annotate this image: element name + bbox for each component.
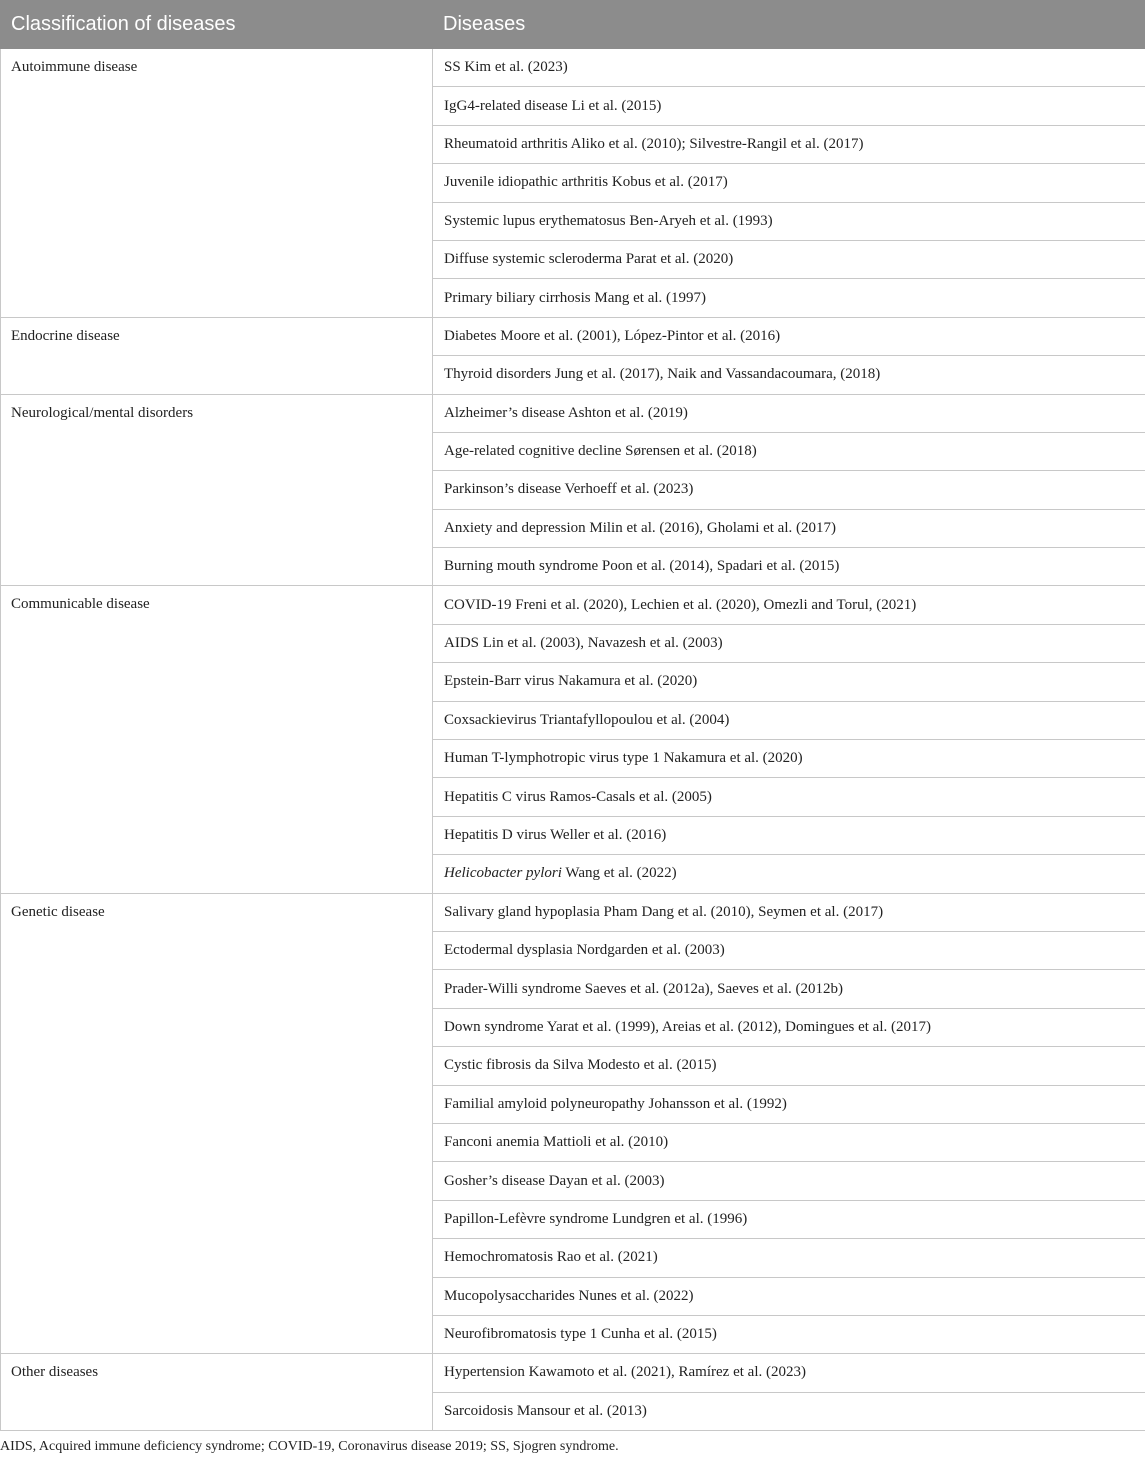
disease-cell: Hypertension Kawamoto et al. (2021), Ramírez et al. (2023)	[433, 1354, 1145, 1392]
disease-cell: SS Kim et al. (2023)	[433, 49, 1145, 87]
species-name: Helicobacter pylori	[444, 865, 562, 882]
disease-cell: Cystic fibrosis da Silva Modesto et al. (2015)	[433, 1047, 1145, 1085]
disease-cell: Epstein-Barr virus Nakamura et al. (2020)	[433, 663, 1145, 701]
disease-cell: Age-related cognitive decline Sørensen et al. (2018)	[433, 432, 1145, 470]
disease-cell: Rheumatoid arthritis Aliko et al. (2010); Silvestre-Rangil et al. (2017)	[433, 125, 1145, 163]
header-diseases: Diseases	[433, 1, 1145, 49]
disease-cell: Anxiety and depression Milin et al. (2016), Gholami et al. (2017)	[433, 509, 1145, 547]
category-cell: Neurological/mental disorders	[1, 394, 433, 586]
disease-cell: Human T-lymphotropic virus type 1 Nakamura et al. (2020)	[433, 740, 1145, 778]
disease-cell: Ectodermal dysplasia Nordgarden et al. (2003)	[433, 931, 1145, 969]
disease-cell: Hepatitis C virus Ramos-Casals et al. (2005)	[433, 778, 1145, 816]
disease-cell: Neurofibromatosis type 1 Cunha et al. (2015)	[433, 1315, 1145, 1353]
table-row	[1, 394, 1145, 432]
disease-cell: Gosher’s disease Dayan et al. (2003)	[433, 1162, 1145, 1200]
disease-cell: Thyroid disorders Jung et al. (2017), Naik and Vassandacoumara, (2018)	[433, 356, 1145, 394]
table-body	[1, 49, 1145, 1431]
category-cell: Genetic disease	[1, 893, 433, 1354]
disease-cell: IgG4-related disease Li et al. (2015)	[433, 87, 1145, 125]
disease-cell: Diffuse systemic scleroderma Parat et al. (2020)	[433, 240, 1145, 278]
disease-cell: Familial amyloid polyneuropathy Johansson et al. (1992)	[433, 1085, 1145, 1123]
disease-cell: AIDS Lin et al. (2003), Navazesh et al. (2003)	[433, 624, 1145, 662]
disease-cell: Systemic lupus erythematosus Ben-Aryeh et al. (1993)	[433, 202, 1145, 240]
disease-cell: Papillon-Lefèvre syndrome Lundgren et al. (1996)	[433, 1200, 1145, 1238]
disease-cell: Diabetes Moore et al. (2001), López-Pintor et al. (2016)	[433, 317, 1145, 355]
disease-cell: Hepatitis D virus Weller et al. (2016)	[433, 816, 1145, 854]
category-cell: Autoimmune disease	[1, 49, 433, 318]
disease-cell: COVID-19 Freni et al. (2020), Lechien et al. (2020), Omezli and Torul, (2021)	[433, 586, 1145, 624]
disease-cell: Coxsackievirus Triantafyllopoulou et al. (2004)	[433, 701, 1145, 739]
disease-cell: Burning mouth syndrome Poon et al. (2014), Spadari et al. (2015)	[433, 548, 1145, 586]
table-row	[1, 49, 1145, 87]
header-classification: Classification of diseases	[1, 1, 433, 49]
disease-cell: Primary biliary cirrhosis Mang et al. (1997)	[433, 279, 1145, 317]
disease-cell: Alzheimer’s disease Ashton et al. (2019)	[433, 394, 1145, 432]
disease-cell: Prader-Willi syndrome Saeves et al. (2012a), Saeves et al. (2012b)	[433, 970, 1145, 1008]
disease-cell: Sarcoidosis Mansour et al. (2013)	[433, 1392, 1145, 1430]
disease-cell: Parkinson’s disease Verhoeff et al. (2023)	[433, 471, 1145, 509]
table-row	[1, 1354, 1145, 1392]
category-cell: Endocrine disease	[1, 317, 433, 394]
category-cell: Other diseases	[1, 1354, 433, 1431]
table-header-row	[1, 1, 1145, 49]
disease-cell: Down syndrome Yarat et al. (1999), Areias et al. (2012), Domingues et al. (2017)	[433, 1008, 1145, 1046]
table-row	[1, 893, 1145, 931]
disease-cell: Hemochromatosis Rao et al. (2021)	[433, 1239, 1145, 1277]
table-row	[1, 317, 1145, 355]
disease-cell: Juvenile idiopathic arthritis Kobus et al. (2017)	[433, 164, 1145, 202]
table-footnote: AIDS, Acquired immune deficiency syndrome; COVID-19, Coronavirus disease 2019; SS, Sjogren syndrome.	[0, 1439, 619, 1454]
disease-cell: Fanconi anemia Mattioli et al. (2010)	[433, 1123, 1145, 1161]
disease-cell: Mucopolysaccharides Nunes et al. (2022)	[433, 1277, 1145, 1315]
table-row	[1, 586, 1145, 624]
disease-cell: Salivary gland hypoplasia Pham Dang et al. (2010), Seymen et al. (2017)	[433, 893, 1145, 931]
category-cell: Communicable disease	[1, 586, 433, 893]
disease-cell: Helicobacter pylori Wang et al. (2022)	[433, 855, 1145, 893]
